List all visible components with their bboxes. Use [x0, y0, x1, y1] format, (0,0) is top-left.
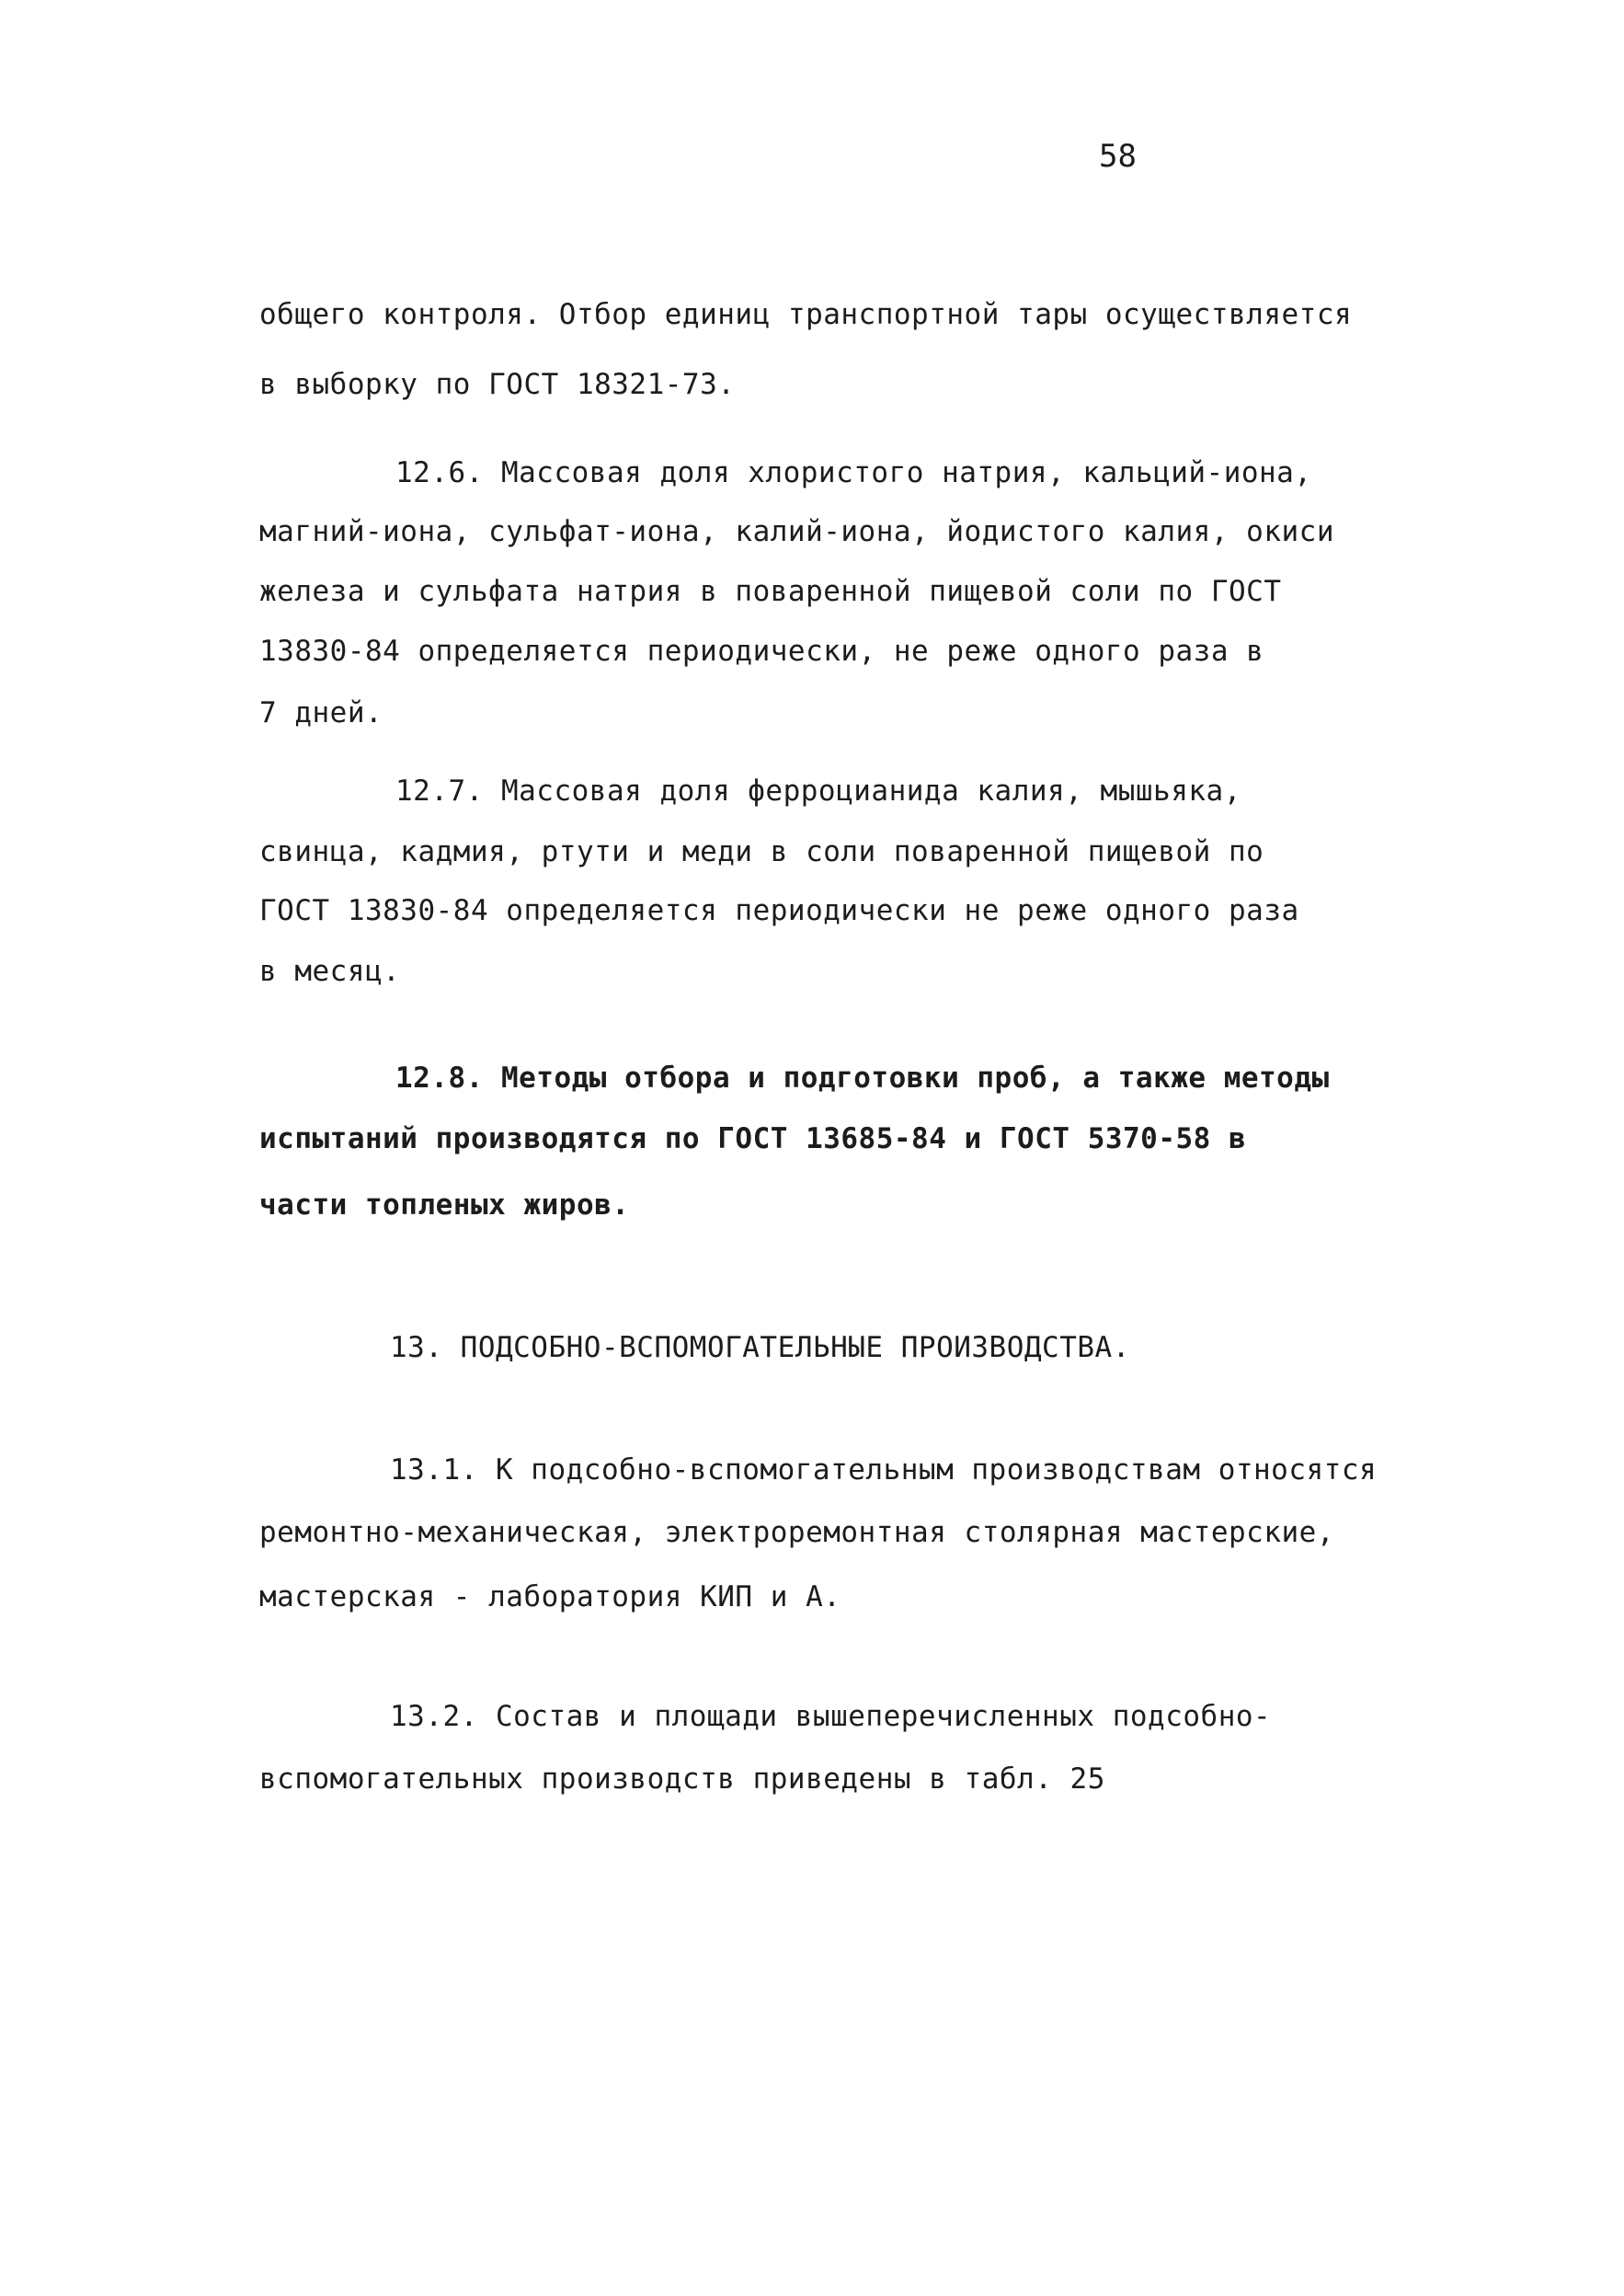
text-line: 7 дней.: [259, 696, 383, 729]
paragraph-13-2-start: 13.2. Состав и площади вышеперечисленных подсобно-: [390, 1700, 1272, 1733]
text-line: испытаний производятся по ГОСТ 13685-84 и ГОСТ 5370-58 в: [259, 1122, 1247, 1155]
text-line: железа и сульфата натрия в поваренной пищевой соли по ГОСТ: [259, 575, 1282, 608]
paragraph-12-8-start: 12.8. Методы отбора и подготовки проб, а также методы: [395, 1062, 1330, 1095]
paragraph-12-6-start: 12.6. Массовая доля хлористого натрия, кальций-иона,: [395, 456, 1312, 489]
text-line: в выборку по ГОСТ 18321-73.: [259, 368, 736, 401]
text-line: мастерская - лаборатория КИП и А.: [259, 1580, 841, 1613]
page-number: 58: [1099, 138, 1137, 175]
text-line: свинца, кадмия, ртути и меди в соли поваренной пищевой по: [259, 835, 1264, 868]
text-line: общего контроля. Отбор единиц транспортной тары осуществляется: [259, 298, 1353, 331]
text-line: ГОСТ 13830-84 определяется периодически не реже одного раза: [259, 894, 1299, 927]
text-line: 13830-84 определяется периодически, не реже одного раза в: [259, 635, 1264, 668]
text-line: в месяц.: [259, 955, 401, 988]
text-line: вспомогательных производств приведены в табл. 25: [259, 1762, 1105, 1796]
paragraph-13-1-start: 13.1. К подсобно-вспомогательным производствам относятся: [390, 1453, 1378, 1487]
paragraph-12-7-start: 12.7. Массовая доля ферроцианида калия, мышьяка,: [395, 775, 1241, 808]
text-line: ремонтно-механическая, электроремонтная столярная мастерские,: [259, 1516, 1334, 1549]
section-13-heading: 13. ПОДСОБНО-ВСПОМОГАТЕЛЬНЫЕ ПРОИЗВОДСТВА.: [390, 1331, 1130, 1364]
text-line: части топленых жиров.: [259, 1188, 630, 1222]
text-line: магний-иона, сульфат-иона, калий-иона, йодистого калия, окиси: [259, 515, 1334, 548]
